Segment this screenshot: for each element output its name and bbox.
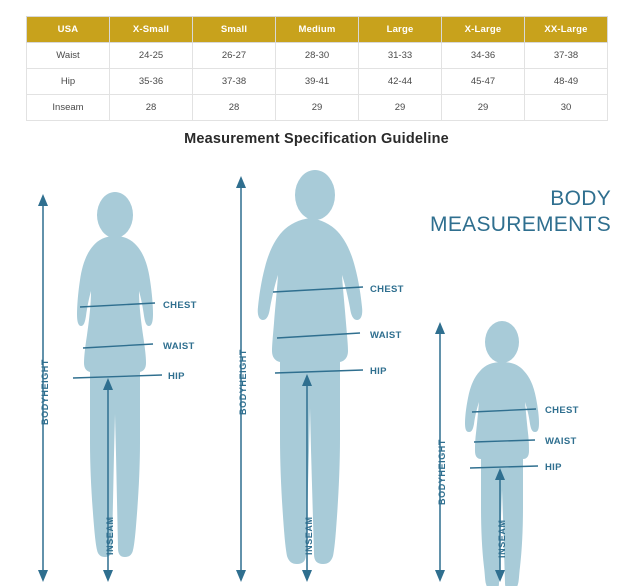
cell-waist-medium: 28-30 [276,43,359,69]
cell-hip-small: 37-38 [193,69,276,95]
cell-waist-xx-large: 37-38 [525,43,608,69]
child-inseam-label: INSEAM [497,519,507,558]
cell-inseam-xx-large: 30 [525,95,608,121]
column-header-x-small: X-Small [110,17,193,43]
figure-woman [20,160,200,586]
man-chest-label: CHEST [370,284,404,295]
cell-hip-large: 42-44 [359,69,442,95]
cell-waist-x-large: 34-36 [442,43,525,69]
cell-hip-x-large: 45-47 [442,69,525,95]
cell-inseam-x-small: 28 [110,95,193,121]
table-row [27,95,608,121]
column-header-x-large: X-Large [442,17,525,43]
cell-waist-x-small: 24-25 [110,43,193,69]
cell-inseam-small: 28 [193,95,276,121]
row-label-waist: Waist [27,43,110,69]
child-waist-label: WAIST [545,436,577,447]
column-header-medium: Medium [276,17,359,43]
woman-body-shape [77,192,153,557]
child-silhouette-svg [420,160,600,586]
woman-bodyheight-label: BODYHEIGHT [40,358,50,425]
woman-chest-label: CHEST [163,300,197,311]
column-header-large: Large [359,17,442,43]
man-body-shape [258,170,363,564]
column-header-usa: USA [27,17,110,43]
figure-man [215,160,415,586]
man-waist-label: WAIST [370,330,402,341]
cell-waist-small: 26-27 [193,43,276,69]
woman-inseam-label: INSEAM [105,516,115,555]
woman-waist-label: WAIST [163,341,195,352]
man-hip-label: HIP [370,366,387,377]
man-inseam-label: INSEAM [304,516,314,555]
woman-hip-label: HIP [168,371,185,382]
cell-hip-x-small: 35-36 [110,69,193,95]
column-header-small: Small [193,17,276,43]
table-header-row [27,17,608,43]
cell-inseam-medium: 29 [276,95,359,121]
cell-hip-medium: 39-41 [276,69,359,95]
man-bodyheight-label: BODYHEIGHT [238,348,248,415]
cell-hip-xx-large: 48-49 [525,69,608,95]
cell-waist-large: 31-33 [359,43,442,69]
figures-area [0,160,633,586]
child-bodyheight-label: BODYHEIGHT [437,438,447,505]
figure-child [420,160,600,586]
size-chart-table [26,16,608,121]
column-header-xx-large: XX-Large [525,17,608,43]
row-label-hip: Hip [27,69,110,95]
cell-inseam-x-large: 29 [442,95,525,121]
child-chest-label: CHEST [545,405,579,416]
table-row [27,69,608,95]
child-hip-label: HIP [545,462,562,473]
chart-title: Measurement Specification Guideline [184,131,449,147]
row-label-inseam: Inseam [27,95,110,121]
cell-inseam-large: 29 [359,95,442,121]
heading-line-measurements: MEASUREMENTS [430,213,611,237]
table-row [27,43,608,69]
heading-line-body: BODY [550,187,611,210]
